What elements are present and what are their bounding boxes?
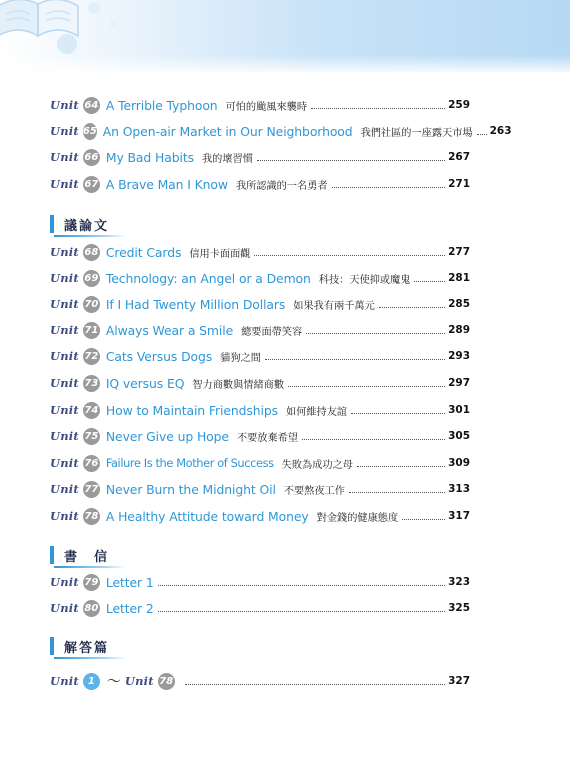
- page-number: 285: [448, 298, 470, 310]
- entry-title-zh: 對金錢的健康態度: [316, 512, 399, 524]
- unit-label: Unit: [50, 403, 79, 417]
- dot-leader: [357, 457, 445, 467]
- entry-title-en: Technology: an Angel or a Demon: [105, 270, 311, 286]
- entry-title-en: Never Give up Hope: [105, 428, 229, 444]
- dot-leader: [185, 675, 445, 685]
- page-number: 305: [448, 430, 470, 442]
- page-number: 317: [448, 510, 470, 522]
- unit-label: Unit: [50, 429, 79, 443]
- toc-entry[interactable]: [50, 426, 470, 446]
- unit-number-badge: 1: [83, 673, 100, 690]
- unit-number-badge: 75: [83, 428, 100, 445]
- unit-number-badge: 80: [83, 600, 100, 617]
- toc-entry[interactable]: [50, 453, 470, 473]
- entry-title-zh: 可怕的颱風來襲時: [225, 101, 308, 113]
- entry-title-en: Cats Versus Dogs: [105, 348, 213, 364]
- unit-label: Unit: [50, 509, 79, 523]
- toc-entry[interactable]: [50, 95, 470, 115]
- toc-entry[interactable]: [50, 373, 470, 393]
- unit-number-badge: 70: [83, 296, 100, 313]
- dot-leader: [349, 483, 445, 493]
- section-marker: [50, 215, 54, 233]
- unit-label: Unit: [50, 245, 79, 259]
- entry-title-en: Letter 1: [105, 574, 154, 590]
- entry-title-zh: 如何維持友誼: [285, 406, 348, 418]
- unit-number-badge: 78: [83, 508, 100, 525]
- toc-entry[interactable]: [50, 400, 470, 420]
- section-title: 解答篇: [64, 640, 110, 656]
- page-number: 301: [448, 404, 470, 416]
- section-heading: [50, 212, 109, 236]
- entry-title-zh: 貓狗之間: [220, 352, 261, 364]
- page-number: 259: [448, 99, 470, 111]
- entry-title-zh: 我的壞習慣: [201, 153, 253, 165]
- entry-title-zh: 智力商數與情緒商數: [192, 379, 285, 391]
- entry-title-en: A Terrible Typhoon: [105, 97, 218, 113]
- toc-entry[interactable]: [50, 346, 470, 366]
- dot-leader: [351, 404, 445, 414]
- unit-label: Unit: [124, 674, 154, 688]
- page-number: 271: [448, 178, 470, 190]
- unit-number-badge: 78: [158, 673, 175, 690]
- entry-title-zh: 失敗為成功之母: [281, 459, 353, 471]
- page-number: 327: [448, 675, 470, 687]
- section-heading: [50, 543, 109, 567]
- entry-title-zh: 信用卡面面觀: [189, 248, 251, 260]
- entry-title-zh: 不要放棄希望: [236, 432, 299, 444]
- dot-leader: [332, 178, 445, 188]
- unit-label: Unit: [50, 601, 79, 615]
- toc-entry[interactable]: [50, 320, 470, 340]
- unit-number-badge: 65: [83, 123, 97, 140]
- unit-label: Unit: [50, 150, 79, 164]
- unit-label: Unit: [50, 98, 79, 112]
- unit-number-badge: 68: [83, 244, 100, 261]
- dot-leader: [477, 125, 487, 135]
- entry-title-en: Never Burn the Midnight Oil: [105, 481, 276, 497]
- unit-number-badge: 79: [83, 574, 100, 591]
- entry-title-zh: 總要面帶笑容: [241, 326, 303, 338]
- unit-label: Unit: [50, 456, 79, 470]
- toc-entry[interactable]: [50, 121, 512, 141]
- entry-title-en: Always Wear a Smile: [105, 322, 234, 338]
- entry-title-en: My Bad Habits: [105, 149, 194, 165]
- page-number: 289: [448, 324, 470, 336]
- unit-number-badge: 74: [83, 402, 100, 419]
- unit-label: Unit: [50, 323, 79, 337]
- dot-leader: [302, 430, 445, 440]
- entry-title-en: How to Maintain Friendships: [105, 402, 278, 418]
- range-tilde: ～: [106, 674, 121, 690]
- unit-label: Unit: [50, 674, 79, 688]
- dot-leader: [288, 377, 445, 387]
- toc-entry[interactable]: [50, 242, 470, 262]
- unit-label: Unit: [50, 482, 79, 496]
- unit-label: Unit: [50, 376, 79, 390]
- entry-title-en: IQ versus EQ: [105, 375, 185, 391]
- unit-label: Unit: [50, 124, 79, 138]
- unit-number-badge: 77: [83, 481, 100, 498]
- toc-entry[interactable]: [50, 147, 470, 167]
- toc-entry-answers[interactable]: [50, 671, 470, 691]
- toc-entry[interactable]: [50, 572, 470, 592]
- entry-title-zh: 如果我有兩千萬元: [293, 300, 375, 312]
- toc-entry[interactable]: [50, 506, 470, 526]
- section-title: 議論文: [64, 218, 110, 234]
- unit-label: Unit: [50, 177, 79, 191]
- dot-leader: [379, 298, 445, 308]
- entry-title-en: Failure Is the Mother of Success: [105, 456, 274, 470]
- entry-title-en: An Open-air Market in Our Neighborhood: [102, 123, 353, 139]
- page-number: 263: [489, 125, 512, 137]
- unit-number-badge: 64: [83, 97, 100, 114]
- dot-leader: [265, 350, 445, 360]
- unit-label: Unit: [50, 349, 79, 363]
- dot-leader: [158, 602, 445, 612]
- entry-title-en: Letter 2: [105, 600, 154, 616]
- entry-title-en: Credit Cards: [105, 244, 182, 260]
- dot-leader: [402, 510, 445, 520]
- unit-number-badge: 71: [83, 322, 100, 339]
- entry-title-zh: 我所認識的一名勇者: [235, 180, 328, 192]
- page-number: 277: [448, 246, 470, 258]
- entry-title-zh: 不要熬夜工作: [283, 485, 345, 497]
- toc-entry[interactable]: [50, 294, 470, 314]
- unit-label: Unit: [50, 575, 79, 589]
- page-number: 281: [448, 272, 470, 284]
- section-title: 書 信: [64, 549, 110, 565]
- unit-number-badge: 73: [83, 375, 100, 392]
- page-number: 297: [448, 377, 470, 389]
- page-number: 293: [448, 350, 470, 362]
- unit-number-badge: 76: [83, 455, 100, 472]
- page-number: 325: [448, 602, 470, 614]
- toc-entry[interactable]: [50, 268, 470, 288]
- unit-number-badge: 66: [83, 149, 100, 166]
- section-marker: [50, 637, 54, 655]
- unit-label: Unit: [50, 297, 79, 311]
- toc-entry[interactable]: [50, 174, 470, 194]
- unit-number-badge: 72: [83, 348, 100, 365]
- entry-title-zh: 我們社區的一座露天市場: [360, 127, 473, 139]
- toc-entry[interactable]: [50, 598, 470, 618]
- section-marker: [50, 546, 54, 564]
- section-underline: [54, 566, 126, 568]
- dot-leader: [254, 246, 445, 256]
- section-underline: [54, 235, 126, 237]
- dot-leader: [306, 324, 445, 334]
- dot-leader: [257, 151, 445, 161]
- entry-title-zh: 科技：天使抑或魔鬼: [318, 274, 411, 286]
- page-number: 267: [448, 151, 470, 163]
- page-number: 313: [448, 483, 470, 495]
- section-heading: [50, 634, 109, 658]
- section-underline: [54, 657, 126, 659]
- unit-number-badge: 69: [83, 270, 100, 287]
- unit-label: Unit: [50, 271, 79, 285]
- page-number: 323: [448, 576, 470, 588]
- entry-title-en: If I Had Twenty Million Dollars: [105, 296, 286, 312]
- dot-leader: [311, 99, 445, 109]
- entry-title-en: A Healthy Attitude toward Money: [105, 508, 309, 524]
- page-number: 309: [448, 457, 470, 469]
- unit-number-badge: 67: [83, 176, 100, 193]
- entry-title-en: A Brave Man I Know: [105, 176, 228, 192]
- dot-leader: [414, 272, 445, 282]
- dot-leader: [158, 576, 445, 586]
- toc-entry[interactable]: [50, 479, 470, 499]
